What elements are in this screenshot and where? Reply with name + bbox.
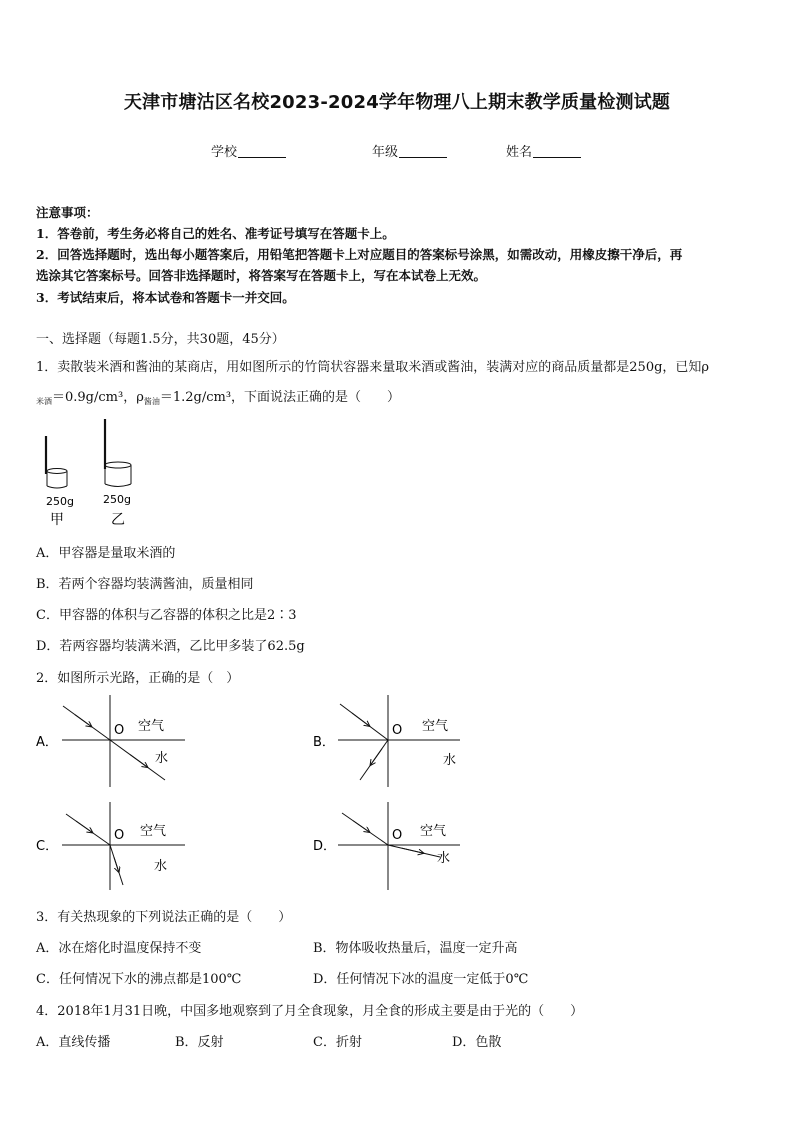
origin-o: O [114,828,125,843]
notes-heading: 注意事项： [36,205,99,220]
container-yi [105,419,131,487]
section-heading: 一、选择题（每题1.5分，共30题，45分） [36,332,285,347]
figure-label-jia: 甲 [50,512,64,528]
note-item: 3．考试结束后，将本试卷和答题卡一并交回。 [36,290,295,305]
diagram-a [36,695,185,787]
school-blank [238,144,286,158]
origin-o: O [392,828,403,843]
grade-blank [399,144,447,158]
name-label: 姓名 [506,145,533,160]
school-field [211,141,286,160]
option-d-label: D． [313,839,337,854]
q1-option-d: D．若两容器均装满米酒，乙比甲多装了62.5g [36,639,305,654]
note-item: 选涂其它答案标号。回答非选择题时，将答案写在答题卡上，写在本试卷上无效。 [36,268,487,283]
question-1-stem-cont: $_{米酒}$＝0.9g/cm³，$\rho_{酱油}=1.2g$/cm³，下面说法正确的是（ ） [36,390,401,406]
subscript-soy-sauce: 酱油 [143,397,160,406]
option-b-label: B． [313,735,335,750]
air-label: 空气 [420,824,447,839]
light-path-figures [30,690,790,905]
note-item: 2．回答选择题时，选出每小题答案后，用铅笔把答题卡上对应题目的答案标号涂黑，如需改动，用橡皮擦干净后，再 [36,247,683,262]
air-label: 空气 [140,824,167,839]
air-label: 空气 [138,719,165,734]
option-c-label: C． [36,839,59,854]
origin-o: O [114,723,125,738]
water-label: 水 [443,753,457,768]
water-label: 水 [155,751,169,766]
figure-label-yi: 乙 [111,512,125,528]
water-label: 水 [437,851,451,866]
q3-option-a: A．冰在熔化时温度保持不变 [36,941,202,956]
q4-option-b: B．反射 [175,1035,224,1050]
question-1-stem: 1．卖散装米酒和酱油的某商店，用如图所示的竹筒状容器来量取米酒或酱油，装满对应的商品质量都是250g，已知ρ [36,360,710,375]
diagram-c [36,802,185,890]
container-jia [46,436,67,488]
grade-field [372,141,447,160]
q4-option-a: A．直线传播 [36,1035,111,1050]
q3-option-b: B．物体吸收热量后，温度一定升高 [313,941,518,956]
q1-option-b: B．若两个容器均装满酱油，质量相同 [36,577,254,592]
mass-label-jia: 250g [46,495,74,508]
name-field [506,141,581,160]
q4-option-d: D．色散 [452,1035,502,1050]
diagram-b [313,695,460,787]
q4-option-c: C．折射 [313,1035,362,1050]
question-4-stem: 4．2018年1月31日晚，中国多地观察到了月全食现象，月全食的形成主要是由于光的（ ） [36,1004,584,1019]
origin-o: O [392,723,403,738]
q1-option-c: C．甲容器的体积与乙容器的体积之比是2∶3 [36,608,297,623]
page-title: 天津市塘沽区名校2023-2024学年物理八上期末教学质量检测试题 [123,92,671,113]
mass-label-yi: 250g [103,493,131,506]
question-2-stem: 2．如图所示光路，正确的是（ ） [36,671,240,686]
note-item: 1．答卷前，考生务必将自己的姓名、准考证号填写在答题卡上。 [36,226,395,241]
subscript-rice-wine: 米酒 [36,397,52,406]
grade-label: 年级 [372,145,399,160]
question-3-stem: 3．有关热现象的下列说法正确的是（ ） [36,910,292,925]
air-label: 空气 [422,719,449,734]
q3-option-c: C．任何情况下水的沸点都是100℃ [36,972,242,987]
q1-option-a: A．甲容器是量取米酒的 [36,546,176,561]
diagram-d [313,802,460,890]
water-label: 水 [154,859,168,874]
option-a-label: A． [36,735,58,750]
q3-option-d: D．任何情况下冰的温度一定低于0℃ [313,972,529,987]
bamboo-containers-figure [30,414,160,529]
name-blank [533,144,581,158]
school-label: 学校 [211,145,238,160]
